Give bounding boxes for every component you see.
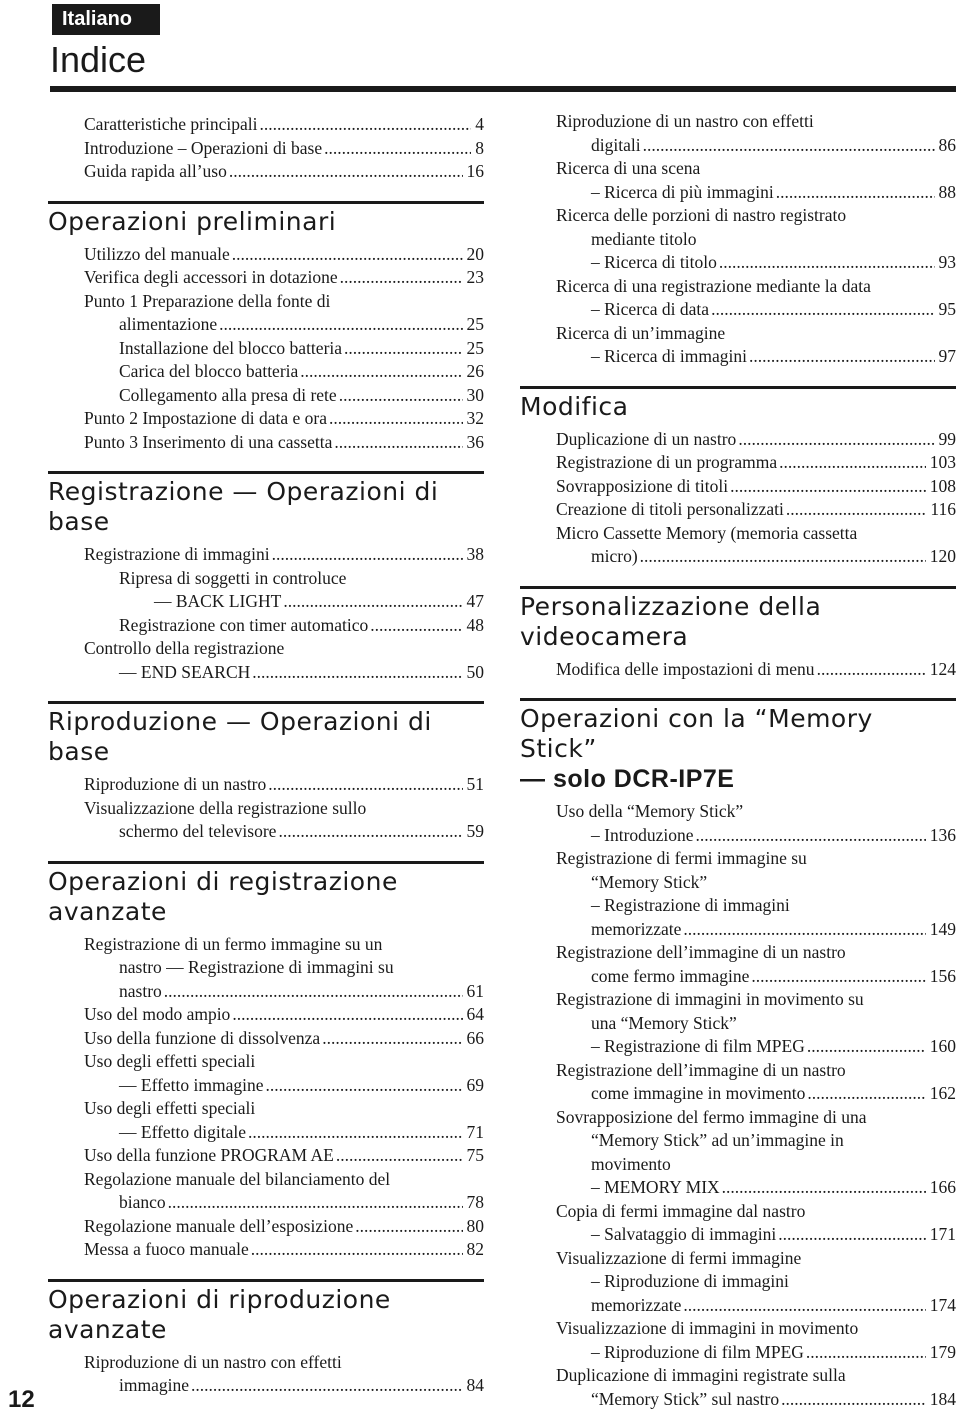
- toc-entry: [84, 1097, 484, 1121]
- toc-entry[interactable]: [556, 1082, 956, 1106]
- dot-leader: [322, 137, 471, 161]
- dot-leader: [270, 543, 463, 567]
- toc-entry-text: schermo del televisore: [119, 821, 277, 841]
- dot-leader: [337, 384, 463, 408]
- toc-entry-text: – Registrazione di immagini: [591, 895, 790, 915]
- section-heading: [48, 701, 484, 767]
- toc-entry-text: — Effetto digitale: [119, 1121, 247, 1142]
- toc-page-number: 71: [466, 1121, 484, 1142]
- dot-leader: [230, 243, 463, 267]
- toc-entry[interactable]: [556, 498, 956, 522]
- toc-page-number: 162: [929, 1083, 956, 1103]
- toc-entry: [84, 1050, 484, 1074]
- dot-leader: [784, 498, 926, 522]
- toc-page-number: 25: [466, 314, 484, 334]
- toc-entry[interactable]: [84, 590, 484, 614]
- toc-entry-text: – Riproduzione di film MPEG: [591, 1341, 804, 1362]
- toc-entry[interactable]: [556, 1223, 956, 1247]
- toc-entry-text: Controllo della registrazione: [84, 638, 285, 658]
- dot-leader: [320, 1027, 462, 1051]
- dot-leader: [246, 1121, 462, 1145]
- toc-page-number: 166: [929, 1177, 956, 1197]
- dot-leader: [368, 614, 462, 638]
- toc-page-number: 30: [466, 384, 484, 405]
- toc-entry[interactable]: [556, 1341, 956, 1365]
- dot-leader: [250, 661, 462, 685]
- toc-entry-text: – Ricerca di titolo: [591, 252, 717, 272]
- toc-entry[interactable]: [84, 407, 484, 431]
- toc-entry: [556, 1364, 956, 1388]
- dot-leader: [694, 824, 926, 848]
- dot-leader: [728, 475, 926, 499]
- toc-right-column: [520, 110, 956, 1411]
- toc-page-number: 36: [466, 431, 484, 452]
- toc-page-number: 171: [929, 1224, 956, 1244]
- toc-entry-text: Copia di fermi immagine dal nastro: [556, 1200, 806, 1221]
- dot-leader: [777, 451, 926, 475]
- toc-page-number: 61: [466, 980, 484, 1001]
- toc-page-number: 75: [466, 1145, 484, 1165]
- toc-entry[interactable]: [556, 965, 956, 989]
- toc-page-number: 184: [929, 1388, 956, 1409]
- toc-page-number: 23: [466, 267, 484, 287]
- toc-entry[interactable]: [84, 614, 484, 638]
- dot-leader: [815, 658, 926, 682]
- dot-leader: [298, 360, 462, 384]
- toc-entry-text: Punto 3 Inserimento di una cassetta: [84, 431, 333, 452]
- section-heading-line: Stick”: [520, 734, 597, 763]
- toc-page-number: 64: [466, 1004, 484, 1024]
- section-heading-line: avanzate: [48, 896, 167, 926]
- dot-leader: [805, 1035, 926, 1059]
- toc-entry: [556, 522, 956, 546]
- toc-entry-list: [556, 800, 956, 1411]
- section-subheading-line: — solo DCR-IP7E: [520, 765, 735, 793]
- section-heading-line: Personalizzazione della: [520, 591, 822, 621]
- toc-page-number: 66: [466, 1027, 484, 1048]
- toc-page-number: 82: [466, 1239, 484, 1259]
- toc-entry[interactable]: [84, 1374, 484, 1398]
- toc-entry-text: Duplicazione di un nastro: [556, 428, 737, 449]
- toc-entry-text: bianco: [119, 1192, 166, 1212]
- toc-entry-text: Punto 2 Impostazione di data e ora: [84, 408, 327, 428]
- toc-entry[interactable]: [84, 160, 484, 184]
- toc-entry[interactable]: [84, 243, 484, 267]
- toc-entry-text: Registrazione con timer automatico: [119, 614, 369, 635]
- toc-entry-text: Micro Cassette Memory (memoria cassetta: [556, 522, 858, 543]
- toc-entry: [84, 933, 484, 957]
- toc-page-number: 156: [929, 965, 956, 986]
- toc-entry[interactable]: [556, 1388, 956, 1412]
- toc-entry-text: — BACK LIGHT: [154, 591, 282, 611]
- toc-page-number: 51: [466, 774, 484, 794]
- toc-page-number: 86: [938, 134, 956, 155]
- toc-page-number: 32: [466, 408, 484, 428]
- dot-leader: [681, 1294, 925, 1318]
- toc-entry-text: micro): [591, 546, 638, 566]
- toc-entry[interactable]: [84, 337, 484, 361]
- toc-page-number: 124: [929, 658, 956, 679]
- toc-entry[interactable]: [556, 824, 956, 848]
- dot-leader: [774, 181, 935, 205]
- toc-page-number: 8: [475, 137, 484, 158]
- toc-page-number: 116: [930, 499, 956, 519]
- toc-entry-text: Visualizzazione di immagini in movimento: [556, 1318, 859, 1338]
- toc-entry-text: movimento: [591, 1153, 671, 1174]
- dot-leader: [720, 1176, 926, 1200]
- toc-entry-text: – Registrazione di film MPEG: [591, 1036, 805, 1056]
- toc-entry-text: — Effetto immagine: [119, 1074, 264, 1095]
- dot-leader: [166, 1191, 463, 1215]
- toc-entry-list: [84, 113, 484, 184]
- toc-entry-text: Punto 1 Preparazione della fonte di: [84, 290, 331, 311]
- toc-entry[interactable]: [556, 298, 956, 322]
- toc-entry[interactable]: [84, 137, 484, 161]
- toc-entry-text: Duplicazione di immagini registrate sulla: [556, 1365, 846, 1385]
- dot-leader: [281, 590, 462, 614]
- dot-leader: [217, 313, 462, 337]
- dot-leader: [353, 1215, 462, 1239]
- dot-leader: [227, 160, 463, 184]
- toc-entry: [84, 637, 484, 661]
- toc-entry-text: Riproduzione di un nastro con effetti: [84, 1351, 342, 1372]
- toc-entry-text: – Ricerca di immagini: [591, 346, 747, 366]
- toc-entry-text: come fermo immagine: [591, 965, 750, 986]
- toc-entry-text: alimentazione: [119, 314, 218, 334]
- dot-leader: [327, 407, 463, 431]
- dot-leader: [779, 1388, 926, 1412]
- toc-page-number: 78: [466, 1192, 484, 1212]
- toc-entry-list: [84, 1351, 484, 1398]
- toc-entry-text: Regolazione manuale dell’esposizione: [84, 1215, 354, 1236]
- toc-entry-text: Uso degli effetti speciali: [84, 1051, 256, 1071]
- dot-leader: [334, 1144, 463, 1168]
- toc-entry-text: nastro: [119, 980, 162, 1001]
- toc-entry[interactable]: [84, 820, 484, 844]
- toc-entry-text: Registrazione dell’immagine di un nastro: [556, 942, 846, 962]
- toc-entry-text: Visualizzazione di fermi immagine: [556, 1247, 802, 1268]
- dot-leader: [189, 1374, 463, 1398]
- toc-entry: [556, 847, 956, 871]
- section-heading-line: videocamera: [520, 621, 689, 651]
- toc-entry-list: [84, 243, 484, 455]
- toc-page-number: 20: [466, 243, 484, 264]
- toc-entry: [556, 228, 956, 252]
- toc-page-number: 16: [466, 161, 484, 181]
- toc-entry: [84, 1168, 484, 1192]
- toc-page-number: 103: [929, 452, 956, 472]
- toc-entry[interactable]: [84, 113, 484, 137]
- toc-entry-text: — END SEARCH: [119, 661, 251, 682]
- toc-entry-list: [556, 110, 956, 369]
- toc-entry: [556, 894, 956, 918]
- section-heading: [520, 698, 956, 794]
- toc-page-number: 59: [466, 821, 484, 841]
- toc-entry-text: Visualizzazione della registrazione sullo: [84, 797, 367, 818]
- toc-entry-text: “Memory Stick” ad un’immagine in: [591, 1130, 844, 1150]
- toc-entry[interactable]: [84, 431, 484, 455]
- toc-entry-text: Sovrapposizione del fermo immagine di una: [556, 1106, 867, 1127]
- toc-entry-text: Ricerca di un’immagine: [556, 322, 726, 343]
- toc-entry-text: nastro — Registrazione di immagini su: [119, 957, 394, 977]
- toc-entry: [556, 204, 956, 228]
- toc-entry: [556, 1200, 956, 1224]
- toc-entry-text: “Memory Stick” sul nastro: [591, 1388, 780, 1409]
- dot-leader: [249, 1238, 463, 1262]
- toc-entry[interactable]: [556, 1176, 956, 1200]
- toc-entry: [556, 941, 956, 965]
- dot-leader: [709, 298, 934, 322]
- dot-leader: [342, 337, 462, 361]
- toc-entry[interactable]: [84, 360, 484, 384]
- dot-leader: [749, 965, 925, 989]
- section-heading-line: Operazioni preliminari: [48, 206, 337, 236]
- toc-entry: [556, 871, 956, 895]
- toc-entry: [556, 1317, 956, 1341]
- toc-entry-text: Registrazione di un fermo immagine su un: [84, 933, 383, 954]
- toc-entry-text: – Introduzione: [591, 824, 694, 845]
- toc-entry[interactable]: [556, 251, 956, 275]
- toc-entry-text: “Memory Stick”: [591, 871, 708, 892]
- toc-entry[interactable]: [84, 313, 484, 337]
- section-heading-line: avanzate: [48, 1314, 167, 1344]
- section-heading-line: base: [48, 737, 110, 766]
- toc-entry[interactable]: [84, 1144, 484, 1168]
- toc-entry-text: Carica del blocco batteria: [119, 361, 299, 381]
- toc-entry[interactable]: [556, 1294, 956, 1318]
- toc-page-number: 4: [475, 114, 484, 134]
- toc-page-number: 69: [466, 1074, 484, 1095]
- toc-entry-text: – Riproduzione di immagini: [591, 1271, 789, 1291]
- dot-leader: [162, 980, 463, 1004]
- toc-entry-text: Ricerca delle porzioni di nastro registrato: [556, 205, 847, 225]
- toc-entry[interactable]: [556, 658, 956, 682]
- toc-entry: [84, 1351, 484, 1375]
- toc-entry-text: Registrazione di un programma: [556, 452, 778, 472]
- section-heading-line: Riproduzione — Operazioni di: [48, 707, 432, 736]
- toc-entry: [556, 1129, 956, 1153]
- toc-entry[interactable]: [84, 1215, 484, 1239]
- toc-entry-list: [84, 543, 484, 684]
- dot-leader: [332, 431, 462, 455]
- toc-entry[interactable]: [84, 1238, 484, 1262]
- toc-entry[interactable]: [84, 1003, 484, 1027]
- toc-page-number: 160: [929, 1036, 956, 1056]
- toc-entry-text: Uso degli effetti speciali: [84, 1098, 256, 1118]
- toc-entry[interactable]: [556, 918, 956, 942]
- toc-entry: [84, 797, 484, 821]
- toc-entry-text: Introduzione – Operazioni di base: [84, 137, 323, 158]
- toc-entry-text: Messa a fuoco manuale: [84, 1239, 249, 1259]
- toc-entry-text: Caratteristiche principali: [84, 114, 258, 134]
- toc-entry[interactable]: [84, 1027, 484, 1051]
- section-heading-line: base: [48, 507, 110, 536]
- toc-entry-text: memorizzate: [591, 1294, 682, 1315]
- section-heading: [48, 1279, 484, 1345]
- toc-entry[interactable]: [556, 545, 956, 569]
- toc-entry-text: – MEMORY MIX: [591, 1177, 720, 1197]
- toc-entry: [556, 110, 956, 134]
- toc-entry-text: Registrazione di immagini: [84, 544, 270, 564]
- dot-leader: [338, 266, 463, 290]
- toc-entry[interactable]: [84, 1191, 484, 1215]
- toc-entry-text: Installazione del blocco batteria: [119, 337, 343, 358]
- toc-entry-text: – Ricerca di data: [591, 299, 710, 319]
- toc-entry-list: [556, 428, 956, 569]
- toc-entry[interactable]: [556, 134, 956, 158]
- page-title: Indice: [50, 39, 147, 80]
- toc-page-number: 120: [929, 546, 956, 566]
- section-heading: [48, 861, 484, 927]
- toc-page-number: 50: [466, 661, 484, 682]
- toc-entry: [556, 1012, 956, 1036]
- toc-entry[interactable]: [84, 384, 484, 408]
- dot-leader: [681, 918, 925, 942]
- toc-page-number: 174: [929, 1294, 956, 1315]
- toc-entry-text: Registrazione dell’immagine di un nastro: [556, 1059, 846, 1080]
- toc-entry: [556, 1106, 956, 1130]
- dot-leader: [804, 1341, 926, 1365]
- language-tab: Italiano: [52, 4, 160, 35]
- dot-leader: [641, 134, 935, 158]
- toc-entry-text: memorizzate: [591, 918, 682, 939]
- toc-entry-text: – Salvataggio di immagini: [591, 1224, 777, 1244]
- toc-entry-text: Modifica delle impostazioni di menu: [556, 658, 815, 679]
- toc-entry: [556, 988, 956, 1012]
- toc-entry-text: Riproduzione di un nastro con effetti: [556, 111, 814, 131]
- toc-entry: [556, 1153, 956, 1177]
- toc-entry: [556, 1059, 956, 1083]
- toc-entry-text: Uso della funzione PROGRAM AE: [84, 1145, 334, 1165]
- toc-entry[interactable]: [84, 773, 484, 797]
- toc-entry-text: Regolazione manuale del bilanciamento del: [84, 1168, 391, 1189]
- toc-entry-text: immagine: [119, 1375, 189, 1395]
- toc-entry[interactable]: [556, 181, 956, 205]
- toc-entry-text: Registrazione di fermi immagine su: [556, 848, 807, 868]
- dot-leader: [638, 545, 926, 569]
- toc-entry-text: Ripresa di soggetti in controluce: [119, 567, 347, 588]
- toc-page-number: 47: [466, 591, 484, 611]
- section-heading-line: Operazioni con la “Memory: [520, 704, 873, 733]
- toc-entry-text: Uso della “Memory Stick”: [556, 801, 744, 821]
- toc-entry: [556, 1270, 956, 1294]
- section-heading: [520, 586, 956, 652]
- toc-entry[interactable]: [84, 661, 484, 685]
- section-heading-line: Registrazione — Operazioni di: [48, 477, 439, 506]
- toc-entry-list: [556, 658, 956, 682]
- dot-leader: [747, 345, 935, 369]
- toc-entry: [556, 800, 956, 824]
- toc-page-number: 84: [466, 1375, 484, 1395]
- toc-entry[interactable]: [84, 1074, 484, 1098]
- toc-page-number: 48: [466, 614, 484, 635]
- toc-entry-text: Utilizzo del manuale: [84, 243, 230, 264]
- toc-entry-text: una “Memory Stick”: [591, 1012, 737, 1033]
- toc-entry[interactable]: [84, 1121, 484, 1145]
- toc-page-number: 25: [466, 337, 484, 358]
- toc-page-number: 108: [929, 475, 956, 496]
- section-heading-line: Modifica: [520, 391, 629, 421]
- toc-entry-text: Uso della funzione di dissolvenza: [84, 1027, 321, 1048]
- toc-entry[interactable]: [556, 345, 956, 369]
- toc-page-number: 97: [938, 346, 956, 366]
- section-heading-line: Operazioni di riproduzione: [48, 1284, 391, 1314]
- toc-entry: [556, 275, 956, 299]
- toc-entry: [84, 956, 484, 980]
- section-heading-line: Operazioni di registrazione: [48, 866, 398, 896]
- toc-page-number: 136: [929, 824, 956, 845]
- dot-leader: [257, 113, 471, 137]
- toc-page-number: 179: [929, 1341, 956, 1362]
- toc-entry-text: digitali: [591, 134, 641, 155]
- toc-entry: [556, 1247, 956, 1271]
- toc-page-number: 95: [938, 299, 956, 319]
- toc-entry-text: come immagine in movimento: [591, 1083, 806, 1103]
- dot-leader: [264, 1074, 463, 1098]
- toc-page-number: 26: [466, 361, 484, 381]
- dot-leader: [776, 1223, 926, 1247]
- toc-entry[interactable]: [556, 1035, 956, 1059]
- dot-leader: [736, 428, 934, 452]
- toc-entry-text: Creazione di titoli personalizzati: [556, 499, 784, 519]
- toc-entry: [84, 567, 484, 591]
- title-rule: [50, 86, 956, 92]
- dot-leader: [276, 820, 462, 844]
- toc-entry-text: Guida rapida all’uso: [84, 161, 227, 181]
- toc-entry-text: mediante titolo: [591, 228, 697, 249]
- toc-entry-text: Registrazione di immagini in movimento su: [556, 989, 864, 1009]
- toc-entry[interactable]: [556, 428, 956, 452]
- toc-entry-text: Uso del modo ampio: [84, 1004, 231, 1024]
- toc-entry: [84, 290, 484, 314]
- toc-entry[interactable]: [84, 266, 484, 290]
- toc-entry[interactable]: [556, 475, 956, 499]
- dot-leader: [717, 251, 935, 275]
- section-heading: [48, 471, 484, 537]
- dot-leader: [805, 1082, 925, 1106]
- page-number: 12: [8, 1386, 35, 1413]
- toc-entry-text: Ricerca di una scena: [556, 158, 701, 178]
- toc-entry-text: Riproduzione di un nastro: [84, 774, 267, 794]
- toc-page-number: 38: [466, 544, 484, 564]
- toc-page-number: 80: [466, 1215, 484, 1236]
- toc-entry-list: [84, 933, 484, 1262]
- toc-entry-text: – Ricerca di più immagini: [591, 181, 774, 202]
- section-heading: [520, 386, 956, 422]
- toc-entry-text: Collegamento alla presa di rete: [119, 384, 337, 405]
- toc-left-column: [48, 113, 484, 1398]
- toc-entry: [556, 157, 956, 181]
- section-heading: [48, 201, 484, 237]
- toc-page-number: 99: [938, 428, 956, 449]
- toc-entry-text: Verifica degli accessori in dotazione: [84, 267, 338, 287]
- toc-entry-text: Ricerca di una registrazione mediante la data: [556, 275, 871, 296]
- dot-leader: [266, 773, 462, 797]
- toc-page-number: 93: [938, 252, 956, 272]
- toc-entry-list: [84, 773, 484, 844]
- dot-leader: [230, 1003, 462, 1027]
- toc-page-number: 88: [938, 181, 956, 202]
- toc-entry: [556, 322, 956, 346]
- toc-entry[interactable]: [84, 980, 484, 1004]
- toc-entry[interactable]: [556, 451, 956, 475]
- toc-entry-text: Sovrapposizione di titoli: [556, 475, 729, 496]
- toc-entry[interactable]: [84, 543, 484, 567]
- toc-page-number: 149: [929, 918, 956, 939]
